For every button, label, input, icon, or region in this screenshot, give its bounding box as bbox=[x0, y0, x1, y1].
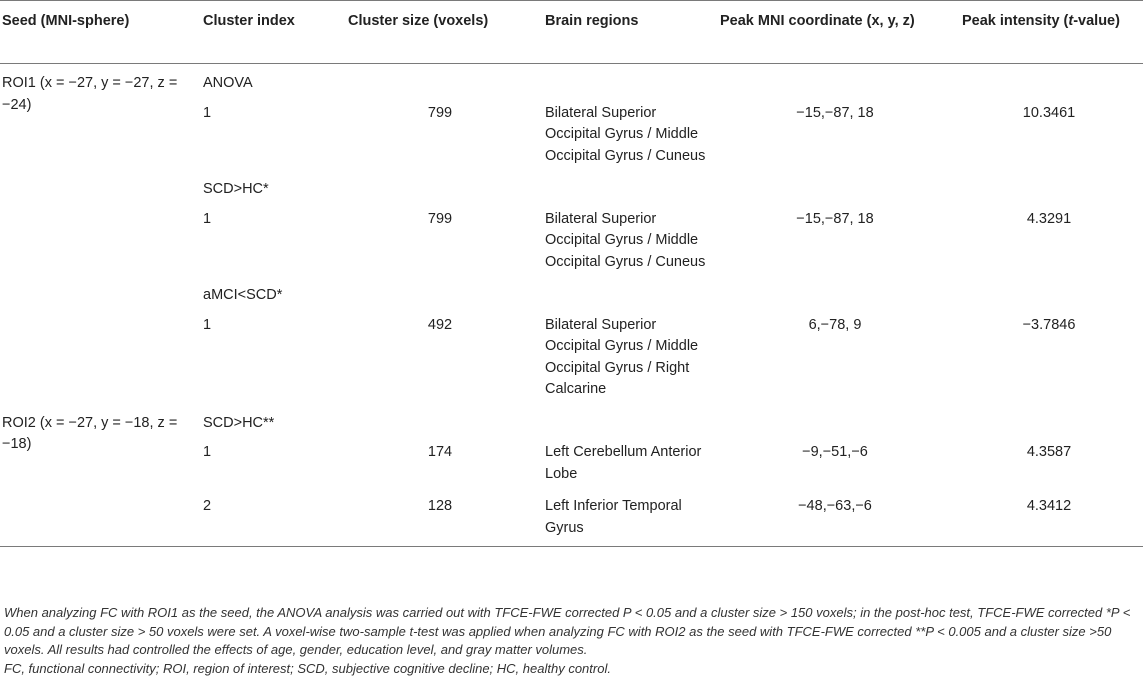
contrast-label: SCD>HC* bbox=[203, 181, 269, 197]
cluster-size-cell: 174 bbox=[427, 444, 453, 460]
peak-coordinate-cell: −9,−51,−6 bbox=[802, 444, 868, 460]
peak-coordinate-cell: 6,−78, 9 bbox=[808, 316, 862, 333]
cluster-index-cell: 2 bbox=[200, 488, 340, 547]
cluster-index-cell: 1 bbox=[203, 104, 212, 121]
table-footnote: When analyzing FC with ROI1 as the seed, the ANOVA analysis was carried out with TFCE-FWE corrected P < 0.05 and a cluster size > 150 voxels; in the post-hoc test, TFCE-FWE corrected *P < 0.05 and a cluster size > 50 voxels were set. A voxel-wise two-sample t-test was applied when analyzing FC with ROI2 as the seed with TFCE-FWE corrected **P < 0.005 and a cluster size >50 voxels. All results had controlled the effects of age, gender, education level, and gray matter volumes. bbox=[4, 605, 1131, 657]
peak-intensity-cell: 4.3291 bbox=[1026, 210, 1072, 227]
brain-region-cell: Left Inferior Temporal Gyrus bbox=[540, 488, 715, 547]
header-seed: Seed (MNI-sphere) bbox=[0, 1, 200, 64]
table-header bbox=[0, 1, 1143, 64]
table-notes bbox=[4, 604, 1134, 678]
contrast-label: ANOVA bbox=[203, 75, 253, 91]
peak-coordinate-cell: −48,−63,−6 bbox=[715, 488, 945, 547]
contrast-label: SCD>HC** bbox=[203, 414, 275, 431]
peak-intensity-cell: 4.3412 bbox=[945, 488, 1143, 547]
header-peak-mni: Peak MNI coordinate (x, y, z) bbox=[715, 1, 945, 64]
seed-cell: ROI1 (x = −27, y = −27, z = −24) bbox=[2, 75, 178, 113]
contrast-label: aMCI<SCD* bbox=[203, 287, 283, 303]
table-row bbox=[0, 307, 1143, 404]
table-row bbox=[0, 170, 1143, 201]
table-row bbox=[0, 404, 1143, 435]
header-cluster-index: Cluster index bbox=[200, 1, 340, 64]
cluster-size-cell: 799 bbox=[427, 104, 453, 121]
peak-intensity-cell: 10.3461 bbox=[1022, 104, 1076, 121]
header-brain-regions: Brain regions bbox=[540, 1, 715, 64]
peak-coordinate-cell: −15,−87, 18 bbox=[796, 210, 874, 227]
seed-cell: ROI2 (x = −27, y = −18, z = −18) bbox=[2, 414, 178, 452]
abbreviations-note: FC, functional connectivity; ROI, region of interest; SCD, subjective cognitive decline; HC, healthy control. bbox=[4, 660, 611, 676]
cluster-size-cell: 799 bbox=[427, 210, 453, 227]
brain-region-cell: Bilateral Superior Occipital Gyrus / Middle Occipital Gyrus / Cuneus bbox=[545, 104, 706, 164]
brain-region-cell: Bilateral Superior Occipital Gyrus / Middle Occipital Gyrus / Right Calcarine bbox=[545, 316, 699, 397]
brain-region-cell: Bilateral Superior Occipital Gyrus / Middle Occipital Gyrus / Cuneus bbox=[545, 210, 706, 270]
table-row bbox=[0, 64, 1143, 95]
cluster-size-cell: 128 bbox=[340, 488, 540, 547]
table-row bbox=[0, 276, 1143, 307]
header-peak-intensity: Peak intensity (t-value) bbox=[945, 1, 1143, 64]
peak-intensity-cell: 4.3587 bbox=[1026, 444, 1072, 460]
cluster-index-cell: 1 bbox=[203, 210, 212, 227]
peak-intensity-cell: −3.7846 bbox=[1022, 316, 1076, 333]
header-cluster-size: Cluster size (voxels) bbox=[340, 1, 540, 64]
cluster-index-cell: 1 bbox=[203, 316, 212, 333]
cluster-size-cell: 492 bbox=[427, 316, 453, 333]
cluster-index-cell: 1 bbox=[203, 444, 212, 460]
table-row bbox=[0, 201, 1143, 277]
brain-region-cell: Left Cerebellum Anterior Lobe bbox=[545, 444, 702, 482]
peak-coordinate-cell: −15,−87, 18 bbox=[796, 104, 874, 121]
table-row bbox=[0, 488, 1143, 547]
